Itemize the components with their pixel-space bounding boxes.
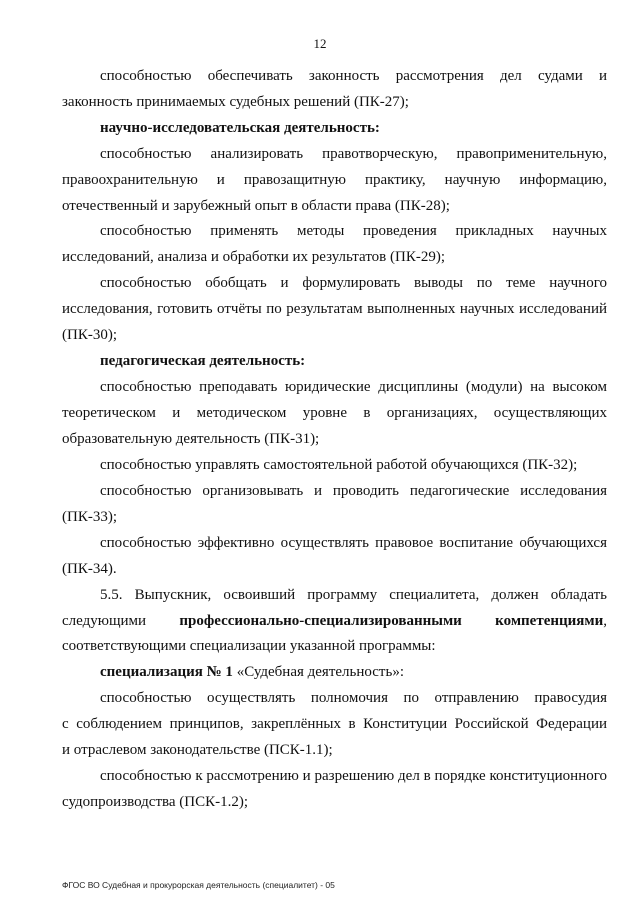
text-line: способностью обеспечивать законность рассмотрения дел судами и [100,68,607,84]
section-heading-pedagogical: педагогическая деятельность: [100,353,306,369]
text-line: соответствующими специализации указанной программы: [62,638,436,654]
text-line: отечественный и зарубежный опыт в области права (ПК-28); [62,198,450,214]
text-line: способностью к рассмотрению и разрешению дел в порядке конституционного [100,768,607,784]
specialization-heading [100,662,607,682]
word: следующими [62,613,147,629]
text-line: способностью эффективно осуществлять правовое воспитание обучающихся [100,535,607,551]
text-line: исследования, готовить отчёты по результатам выполненных научных исследований [62,301,607,317]
text-line: 5.5. Выпускник, освоивший программу специалитета, должен обладать [100,587,607,603]
text-line: способностью применять методы проведения прикладных научных [100,223,607,239]
text-line: судопроизводства (ПСК-1.2); [62,794,249,810]
text-line: теоретическом и методическом уровне в организациях, осуществляющих [62,405,607,421]
text-line: и отраслевом законодательстве (ПСК-1.1); [62,742,333,758]
bold-term: профессионально-специализированными [179,613,462,629]
text-line: способностью управлять самостоятельной работой обучающихся (ПК-32); [100,457,578,473]
text-line-competencies [62,611,607,631]
specialization-number: специализация № 1 [100,664,233,680]
text-line: (ПК-30); [62,327,117,343]
text-line: способностью анализировать правотворческую, правоприменительную, [100,146,607,162]
text-line: с соблюдением принципов, закреплённых в Конституции Российской Федерации [62,716,607,732]
text-line: (ПК-33); [62,509,117,525]
specialization-title: «Судебная деятельность»: [232,664,404,680]
text-line: правоохранительную и правозащитную практику, научную информацию, [62,172,607,188]
section-heading-research: научно-исследовательская деятельность: [100,120,380,136]
text-line: способностью преподавать юридические дисциплины (модули) на высоком [100,379,607,395]
text-line: законность принимаемых судебных решений (ПК-27); [62,94,409,110]
punctuation: , [603,613,608,629]
page-number: 12 [313,36,327,51]
text-line: (ПК-34). [62,561,117,577]
page-footer: ФГОС ВО Судебная и прокурорская деятельность (специалитет) - 05 [62,880,335,890]
text-line: способностью осуществлять полномочия по отправлению правосудия [100,690,607,706]
bold-term: компетенциями [495,613,604,629]
text-line: способностью организовывать и проводить педагогические исследования [100,483,607,499]
text-line: исследований, анализа и обработки их результатов (ПК-29); [62,249,445,265]
text-line: способностью обобщать и формулировать выводы по теме научного [100,275,607,291]
text-line: образовательную деятельность (ПК-31); [62,431,320,447]
